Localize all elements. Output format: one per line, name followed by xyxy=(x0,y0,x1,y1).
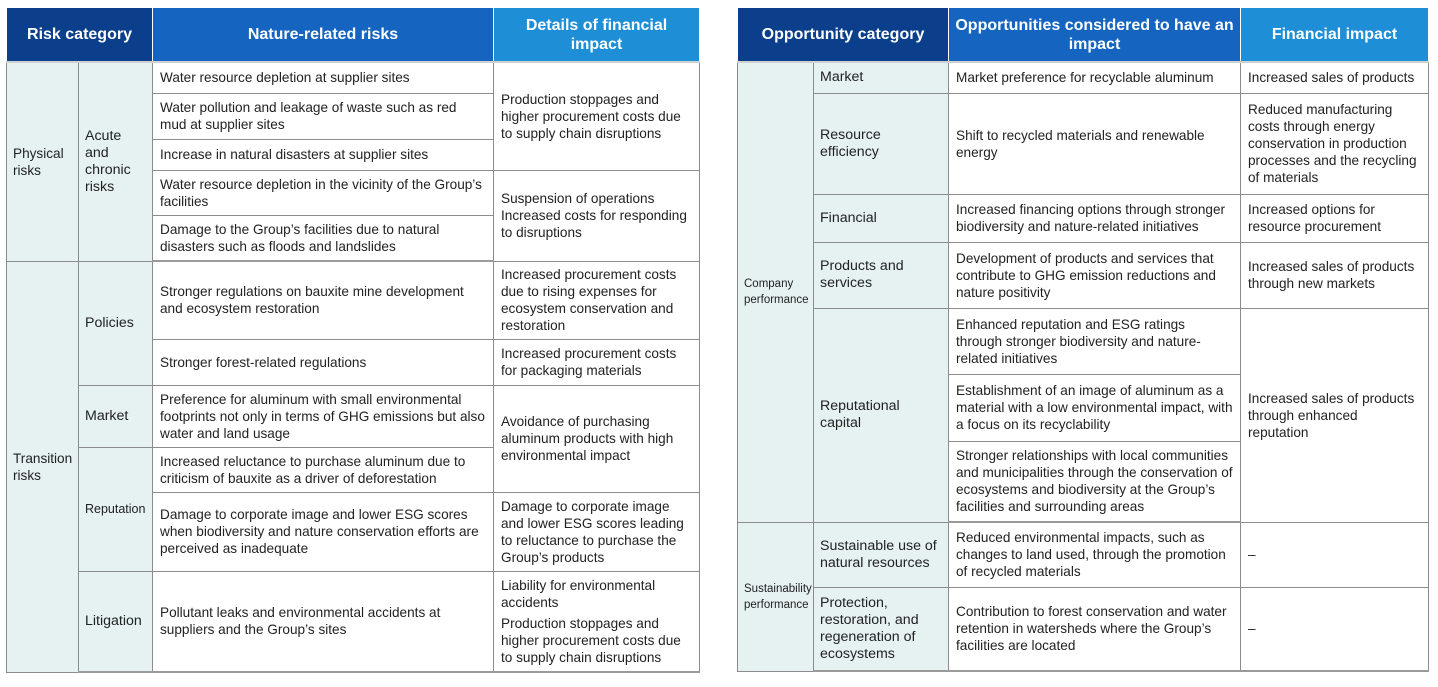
header-financial-impact-details: Details of financial impact xyxy=(494,8,700,62)
risk-item: Damage to the Group’s facilities due to natural disasters such as floods and landslides xyxy=(153,215,494,261)
risk-item: Pollutant leaks and environmental accidents at suppliers and the Group’s sites xyxy=(153,571,494,672)
subcategory-ecosystems: Protection, restoration, and regeneration of ecosystems xyxy=(814,587,949,671)
opportunity-item: Contribution to forest conservation and water retention in watersheds where the Group’s facilities are located xyxy=(949,587,1241,671)
header-risk-category: Risk category xyxy=(7,8,153,62)
opportunity-item: Market preference for recyclable aluminum xyxy=(949,62,1241,93)
subcategory-market: Market xyxy=(79,385,153,447)
subcategory-policies: Policies xyxy=(79,261,153,385)
financial-impact-item: Increased options for resource procurement xyxy=(1241,194,1429,242)
header-opportunity-category: Opportunity category xyxy=(738,8,949,62)
opportunity-table xyxy=(737,8,1429,672)
opportunity-item: Establishment of an image of aluminum as a material with a low environmental impact, with a focus on its recyclability xyxy=(949,374,1241,441)
financial-impact-item: Reduced manufacturing costs through energy conservation in production processes and the recycling of materials xyxy=(1241,93,1429,194)
impact-item-group xyxy=(494,170,700,261)
financial-impact-item: Increased sales of products xyxy=(1241,62,1429,93)
risk-item: Water pollution and leakage of waste such as red mud at supplier sites xyxy=(153,93,494,139)
impact-item: Suspension of operations xyxy=(501,191,655,206)
category-company-performance: Company performance xyxy=(738,62,814,522)
risk-item: Stronger regulations on bauxite mine development and ecosystem restoration xyxy=(153,261,494,339)
impact-item: Liability for environmental accidents xyxy=(501,577,656,610)
financial-impact-item: Increased sales of products through new markets xyxy=(1241,242,1429,308)
financial-impact-item: – xyxy=(1241,587,1429,671)
opportunity-item: Shift to recycled materials and renewable energy xyxy=(949,93,1241,194)
header-financial-impact: Financial impact xyxy=(1241,8,1429,62)
opportunity-item: Stronger relationships with local communities and municipalities through the conservation of ecosystems and biodiversity at the Group’s facilities and surrounding areas xyxy=(949,441,1241,522)
risk-item: Water resource depletion in the vicinity of the Group’s facilities xyxy=(153,170,494,215)
risk-item: Stronger forest-related regulations xyxy=(153,339,494,385)
impact-item: Avoidance of purchasing aluminum products with high environmental impact xyxy=(494,385,700,492)
subcategory-products-services: Products and services xyxy=(814,242,949,308)
risk-item: Water resource depletion at supplier sites xyxy=(153,62,494,93)
opportunity-item: Reduced environmental impacts, such as changes to land used, through the promotion of recycled materials xyxy=(949,522,1241,587)
subcategory-financial: Financial xyxy=(814,194,949,242)
risk-item: Preference for aluminum with small environmental footprints not only in terms of GHG emissions but also water and land usage xyxy=(153,385,494,447)
subcategory-market: Market xyxy=(814,62,949,93)
opportunity-item: Enhanced reputation and ESG ratings through stronger biodiversity and nature-related initiatives xyxy=(949,308,1241,374)
impact-item-group xyxy=(494,571,700,672)
header-nature-related-risks: Nature-related risks xyxy=(153,8,494,62)
financial-impact-item: – xyxy=(1241,522,1429,587)
category-sustainability-performance: Sustainability performance xyxy=(738,522,814,671)
subcategory-litigation: Litigation xyxy=(79,571,153,672)
impact-item: Increased procurement costs due to rising expenses for ecosystem conservation and restoration xyxy=(494,261,700,339)
subcategory-reputation: Reputation xyxy=(79,447,153,571)
category-transition-risks: Transition risks xyxy=(7,261,79,672)
impact-item: Damage to corporate image and lower ESG scores leading to reluctance to purchase the Group’s products xyxy=(494,492,700,571)
opportunity-item: Development of products and services that contribute to GHG emission reductions and nature positivity xyxy=(949,242,1241,308)
subcategory-sustainable-use: Sustainable use of natural resources xyxy=(814,522,949,587)
risk-item: Increased reluctance to purchase aluminum due to criticism of bauxite as a driver of deforestation xyxy=(153,447,494,492)
risk-item: Damage to corporate image and lower ESG scores when biodiversity and nature conservation efforts are perceived as inadequate xyxy=(153,492,494,571)
financial-impact-item: Increased sales of products through enhanced reputation xyxy=(1241,308,1429,522)
impact-item: Increased costs for responding to disruptions xyxy=(501,208,687,240)
impact-item: Production stoppages and higher procurement costs due to supply chain disruptions xyxy=(494,62,700,170)
risk-table xyxy=(6,8,700,673)
impact-item: Production stoppages and higher procurement costs due to supply chain disruptions xyxy=(501,615,681,665)
header-opportunities-impact: Opportunities considered to have an impact xyxy=(949,8,1241,62)
impact-item: Increased procurement costs for packaging materials xyxy=(494,339,700,385)
risk-item: Increase in natural disasters at supplier sites xyxy=(153,139,494,170)
subcategory-resource-efficiency: Resource efficiency xyxy=(814,93,949,194)
category-physical-risks: Physical risks xyxy=(7,62,79,261)
subcategory-acute-chronic: Acute and chronic risks xyxy=(79,62,153,261)
subcategory-reputational-capital: Reputational capital xyxy=(814,308,949,522)
opportunity-item: Increased financing options through stronger biodiversity and nature-related initiatives xyxy=(949,194,1241,242)
